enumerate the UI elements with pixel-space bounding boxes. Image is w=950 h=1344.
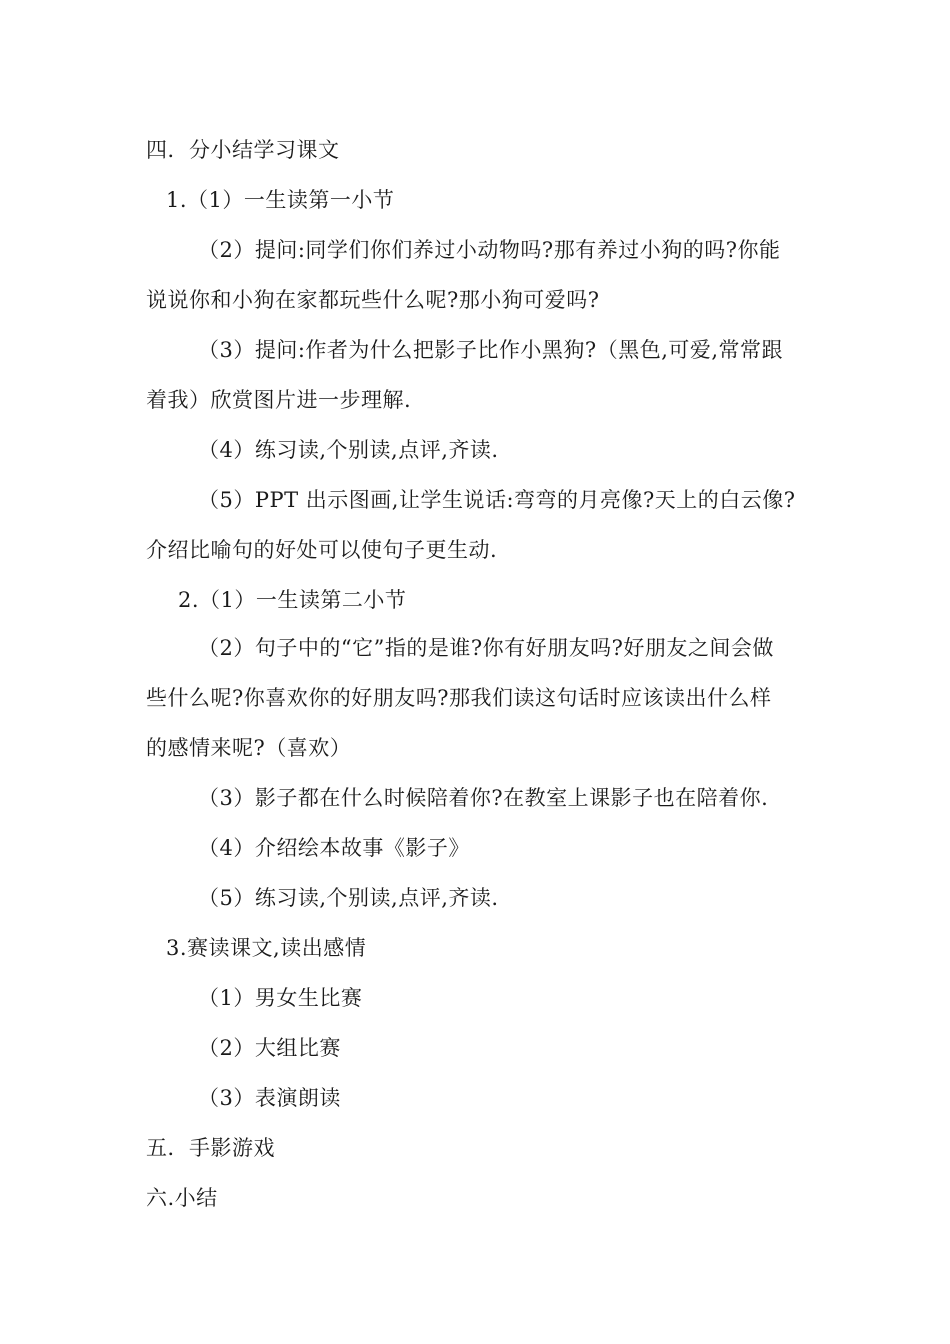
paragraph-line: （3）表演朗读 bbox=[198, 1086, 341, 1110]
paragraph-line: 些什么呢?你喜欢你的好朋友吗?那我们读这句话时应该读出什么样 bbox=[146, 686, 772, 710]
section-heading-5: 五．手影游戏 bbox=[146, 1136, 275, 1160]
paragraph-line: （2）句子中的“它”指的是谁?你有好朋友吗?好朋友之间会做 bbox=[198, 636, 774, 660]
paragraph-line: （3）影子都在什么时候陪着你?在教室上课影子也在陪着你. bbox=[198, 786, 769, 810]
section-heading-4: 四．分小结学习课文 bbox=[146, 138, 340, 162]
paragraph-line: （3）提问:作者为什么把影子比作小黑狗?（黑色,可爱,常常跟 bbox=[198, 338, 784, 362]
section-heading-6: 六.小结 bbox=[146, 1186, 218, 1210]
paragraph-line: 的感情来呢?（喜欢） bbox=[146, 736, 352, 760]
paragraph-line: （4）练习读,个别读,点评,齐读. bbox=[198, 438, 499, 462]
paragraph-line: （1）男女生比赛 bbox=[198, 986, 363, 1010]
paragraph-line: （2）大组比赛 bbox=[198, 1036, 341, 1060]
paragraph-line: （2）提问:同学们你们养过小动物吗?那有养过小狗的吗?你能 bbox=[198, 238, 781, 262]
paragraph-line: （5）PPT 出示图画,让学生说话:弯弯的月亮像?天上的白云像? bbox=[198, 488, 796, 512]
paragraph-line: （4）介绍绘本故事《影子》 bbox=[198, 836, 470, 860]
subsection-2-item-1: 2.（1）一生读第二小节 bbox=[178, 588, 407, 612]
paragraph-line: （5）练习读,个别读,点评,齐读. bbox=[198, 886, 499, 910]
subsection-3-heading: 3.赛读课文,读出感情 bbox=[166, 936, 367, 960]
subsection-1-item-1: 1.（1）一生读第一小节 bbox=[166, 188, 395, 212]
paragraph-line: 介绍比喻句的好处可以使句子更生动. bbox=[146, 538, 498, 562]
paragraph-line: 着我）欣赏图片进一步理解. bbox=[146, 388, 412, 412]
paragraph-line: 说说你和小狗在家都玩些什么呢?那小狗可爱吗? bbox=[146, 288, 600, 312]
